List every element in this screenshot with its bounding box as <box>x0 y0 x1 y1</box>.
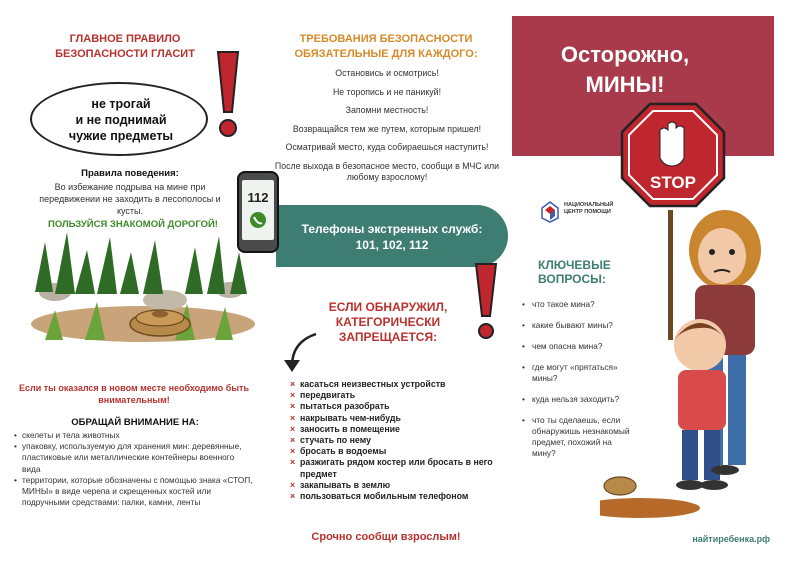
attention-item: • упаковку, используемую для хранения мин: деревянные, пластиковые или металлические контейнеры военного вида <box>14 441 254 475</box>
website-link[interactable]: найтиребенка.рф <box>692 534 770 544</box>
emergency-phones-banner <box>276 205 508 267</box>
question-item: • куда нельзя заходить? <box>522 394 632 405</box>
bubble-line-1: не трогай <box>91 97 151 111</box>
cover-title-line-2: МИНЫ! <box>585 72 665 97</box>
ncp-logo-icon <box>540 200 560 224</box>
stop-sign-text: STOP <box>650 173 696 192</box>
attention-title: ОБРАЩАЙ ВНИМАНИЕ НА: <box>71 417 199 428</box>
bubble-line-3: чужие предметы <box>68 129 174 143</box>
grass-mine-illustration <box>25 232 260 347</box>
forbidden-item: × бросать в водоемы <box>290 446 500 457</box>
familiar-road-note: ПОЛЬЗУЙСЯ ЗНАКОМОЙ ДОРОГОЙ! <box>48 219 218 230</box>
requirement-item: Осматривай место, куда собираешься наступить! <box>285 142 489 152</box>
speech-bubble <box>30 82 208 156</box>
forbidden-title: ЕСЛИ ОБНАРУЖИЛ, КАТЕГОРИЧЕСКИ ЗАПРЕЩАЕТСЯ: <box>328 300 448 344</box>
stop-sign-icon <box>618 100 728 210</box>
behavior-rules-body: Во избежание подрыва на мине при передвижении не заходить в лесополосы и кусты. <box>39 182 221 216</box>
ncp-logo-text <box>564 202 613 215</box>
question-item: • чем опасна мина? <box>522 341 632 352</box>
cover-title <box>512 40 738 100</box>
tell-adult-note: Срочно сообщи взрослым! <box>311 531 461 543</box>
behavior-rules-title: Правила поведения: <box>81 168 179 179</box>
question-item: • что ты сделаешь, если обнаружишь незнакомый предмет, похожий на мину? <box>522 415 632 459</box>
new-place-notice: Если ты оказался в новом месте необходимо быть внимательным! <box>19 383 249 405</box>
requirement-item: Не торопись и не паникуй! <box>332 86 442 97</box>
question-item: • какие бывают мины? <box>522 320 632 331</box>
requirements-list <box>272 68 502 191</box>
forbidden-item: × передвигать <box>290 390 500 401</box>
ncp-logo <box>540 200 630 230</box>
mobile-phone-icon <box>232 170 284 258</box>
forbidden-item: × закапывать в землю <box>290 480 500 491</box>
bubble-line-2: и не поднимай <box>75 113 167 127</box>
requirements-title: ТРЕБОВАНИЯ БЕЗОПАСНОСТИ ОБЯЗАТЕЛЬНЫЕ ДЛЯ КАЖДОГО: <box>294 33 478 60</box>
key-questions-list <box>522 299 632 469</box>
phone-screen-number: 112 <box>247 190 269 205</box>
question-item: • что такое мина? <box>522 299 632 310</box>
cover-title-line-1: Осторожно, <box>560 42 690 67</box>
forbidden-list <box>290 379 500 502</box>
key-questions-line-2: ВОПРОСЫ: <box>538 272 606 286</box>
attention-item: • скелеты и тела животных <box>14 430 254 441</box>
key-questions-title <box>538 258 628 286</box>
forbidden-item: × пытаться разобрать <box>290 401 500 412</box>
bubble-text <box>32 96 210 144</box>
forbidden-item: × заносить в помещение <box>290 424 500 435</box>
attention-item: • территории, которые обозначены с помощью знака «СТОП, МИНЫ» в виде черепа и скрещенных костей или подручными средствами: палки, камни, ленты <box>14 475 254 509</box>
main-rule-title: ГЛАВНОЕ ПРАВИЛО БЕЗОПАСНОСТИ ГЛАСИТ <box>55 33 195 60</box>
key-questions-line-1: КЛЮЧЕВЫЕ <box>538 258 611 272</box>
ncp-logo-line-2: ЦЕНТР ПОМОЩИ <box>564 208 611 215</box>
arrow-icon <box>282 330 322 375</box>
forbidden-item: × накрывать чем-нибудь <box>290 413 500 424</box>
requirement-item: Запомни местность! <box>345 105 429 115</box>
requirement-item: Возвращайся тем же путем, которым пришел! <box>292 123 482 134</box>
forbidden-item: × разжигать рядом костер или бросать в него предмет <box>290 457 500 479</box>
attention-list <box>14 430 254 508</box>
requirement-item: После выхода в безопасное место, сообщи в МЧС или любому взрослому! <box>274 160 500 182</box>
ncp-logo-line-1: НАЦИОНАЛЬНЫЙ <box>564 202 614 208</box>
requirement-item: Остановись и осмотрись! <box>335 68 439 78</box>
question-item: • где могут «прятаться» мины? <box>522 362 632 384</box>
forbidden-item: × касаться неизвестных устройств <box>290 379 500 390</box>
emergency-phones-text: Телефоны экстренных служб: 101, 102, 112 <box>301 222 483 252</box>
forbidden-item: × пользоваться мобильным телефоном <box>290 491 500 502</box>
forbidden-item: × стучать по нему <box>290 435 500 446</box>
exclamation-icon <box>470 262 500 342</box>
exclamation-icon <box>212 50 242 140</box>
